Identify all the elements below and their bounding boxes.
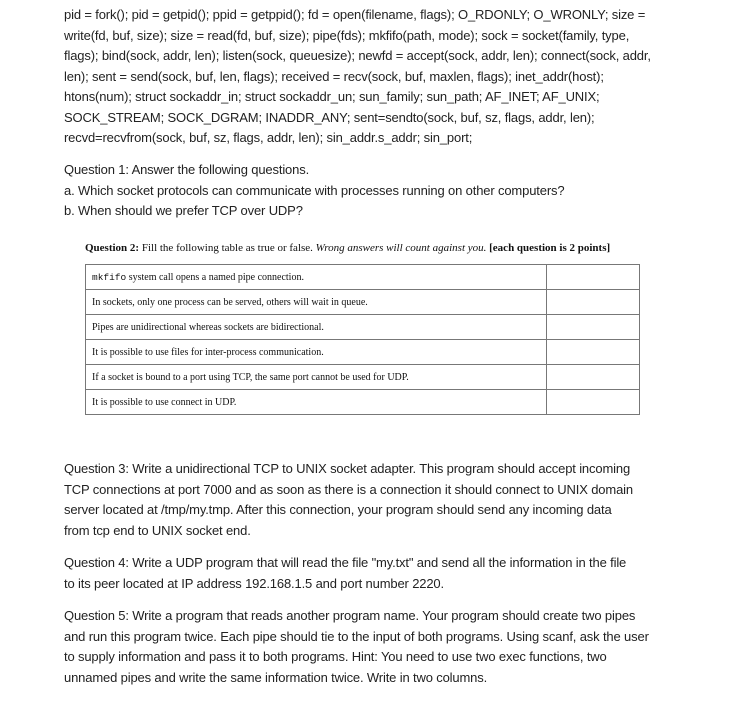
question-4-line: Question 4: Write a UDP program that will read the file "my.txt" and send all the information in the file	[64, 555, 627, 570]
statement-text: Pipes are unidirectional whereas sockets are bidirectional.	[92, 321, 324, 333]
statement-cell	[86, 265, 547, 290]
statement-text: It is possible to use files for inter-process communication.	[92, 346, 324, 358]
syscall-line: flags); bind(sock, addr, len); listen(sock, queuesize); newfd = accept(sock, addr, len); connect(sock, addr,	[64, 48, 651, 63]
statement-text: In sockets, only one process can be served, others will wait in queue.	[92, 296, 368, 308]
answer-cell[interactable]	[547, 365, 640, 390]
answer-cell[interactable]	[547, 265, 640, 290]
question-5-line: to supply information and pass it to both programs. Hint: You need to use two exec functions, two	[64, 649, 607, 664]
question-4	[64, 553, 704, 594]
statement-cell	[86, 390, 547, 415]
question-1a: a. Which socket protocols can communicate with processes running on other computers?	[64, 182, 565, 198]
question-2-warning: Wrong answers will count against you.	[315, 242, 487, 254]
syscall-reference	[64, 5, 704, 149]
question-3	[64, 459, 704, 541]
answer-cell[interactable]	[547, 390, 640, 415]
table-row	[86, 340, 640, 365]
question-5-line: and run this program twice. Each pipe should tie to the input of both programs. Using scanf, ask the user	[64, 628, 649, 644]
question-3-line: TCP connections at port 7000 and as soon as there is a connection it should connect to UNIX domain	[64, 481, 633, 497]
question-2-title	[85, 242, 645, 254]
question-3-line: server located at /tmp/my.tmp. After this connection, your program should send any incoming data	[64, 502, 612, 517]
table-row	[86, 290, 640, 315]
question-5	[64, 606, 704, 688]
table-row	[86, 265, 640, 290]
question-2-instruction: Fill the following table as true or false.	[141, 242, 313, 254]
question-2-points: [each question is 2 points]	[489, 242, 611, 254]
statement-cell	[86, 365, 547, 390]
question-1b: b. When should we prefer TCP over UDP?	[64, 203, 303, 218]
question-3-line: Question 3: Write a unidirectional TCP to UNIX socket adapter. This program should accept incoming	[64, 461, 631, 476]
syscall-line: recvd=recvfrom(sock, buf, sz, flags, addr, len); sin_addr.s_addr; sin_port;	[64, 130, 473, 145]
statement-cell	[86, 290, 547, 315]
code-term: mkfifo	[92, 271, 127, 283]
question-5-line: Question 5: Write a program that reads another program name. Your program should create two pipes	[64, 608, 636, 623]
statement-text: system call opens a named pipe connection.	[126, 271, 304, 283]
syscall-line: write(fd, buf, size); size = read(fd, buf, size); pipe(fds); mkfifo(path, mode); sock = socket(family, type,	[64, 27, 630, 43]
answer-cell[interactable]	[547, 340, 640, 365]
answer-cell[interactable]	[547, 290, 640, 315]
syscall-line: len); sent = send(sock, buf, len, flags); received = recv(sock, buf, maxlen, flags); inet_addr(host);	[64, 68, 604, 84]
statement-cell	[86, 340, 547, 365]
question-3-line: from tcp end to UNIX socket end.	[64, 522, 251, 538]
syscall-line: SOCK_STREAM; SOCK_DGRAM; INADDR_ANY; sent=sendto(sock, buf, sz, flags, addr, len);	[64, 109, 595, 125]
statement-text: If a socket is bound to a port using TCP, the same port cannot be used for UDP.	[92, 371, 409, 383]
answer-cell[interactable]	[547, 315, 640, 340]
question-2-label: Question 2:	[85, 242, 140, 254]
table-row	[86, 365, 640, 390]
question-4-line: to its peer located at IP address 192.168.1.5 and port number 2220.	[64, 575, 444, 591]
statement-text: It is possible to use connect in UDP.	[92, 396, 237, 408]
syscall-line: pid = fork(); pid = getpid(); ppid = getppid(); fd = open(filename, flags); O_RDONLY; O_WRONLY; size =	[64, 7, 646, 22]
question-1-title: Question 1: Answer the following questions.	[64, 162, 310, 177]
table-row	[86, 315, 640, 340]
question-2	[85, 242, 645, 415]
true-false-table	[85, 264, 640, 415]
statement-cell	[86, 315, 547, 340]
syscall-line: htons(num); struct sockaddr_in; struct sockaddr_un; sun_family; sun_path; AF_INET; AF_UNIX;	[64, 89, 600, 104]
question-1	[64, 160, 704, 222]
table-row	[86, 390, 640, 415]
question-5-line: unnamed pipes and write the same information twice. Write in two columns.	[64, 669, 488, 685]
